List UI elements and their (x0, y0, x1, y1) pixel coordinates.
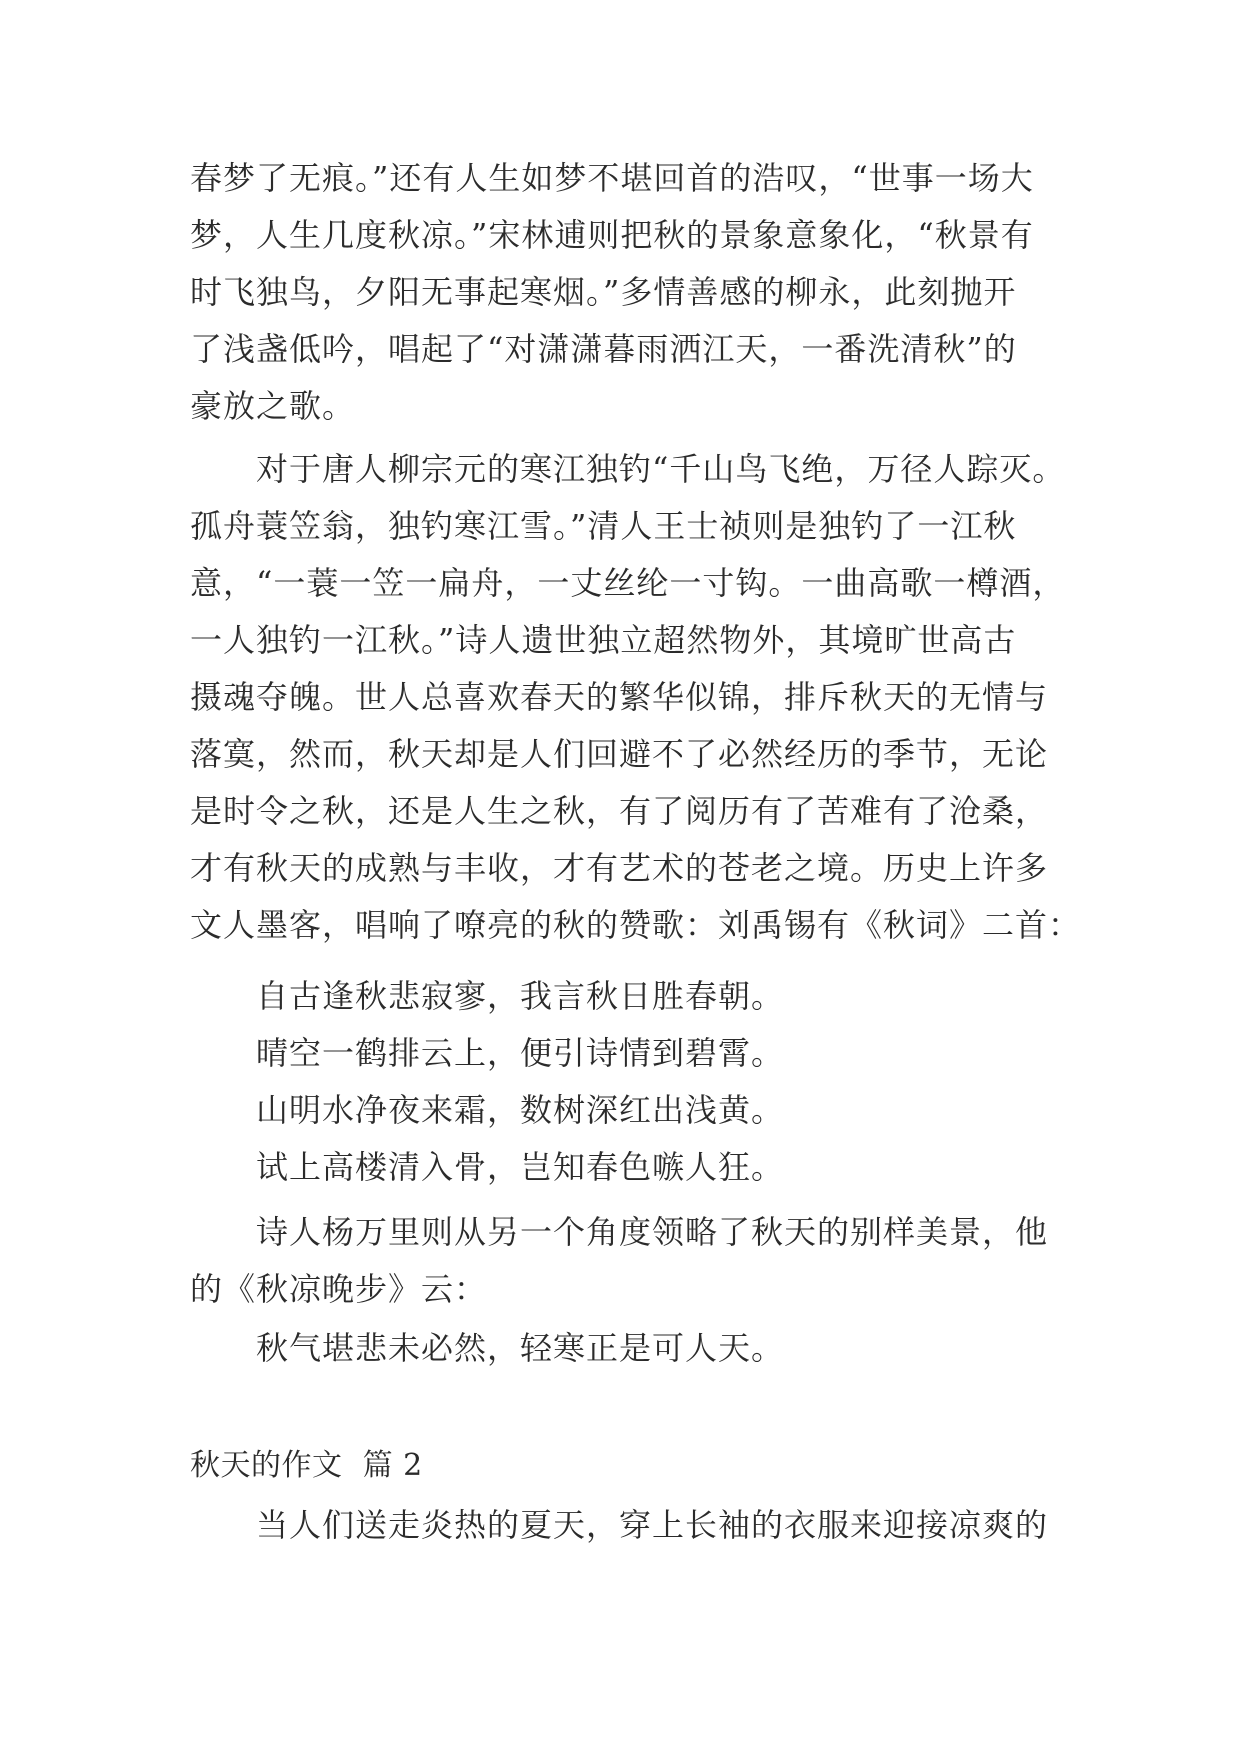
paragraph-line: 当人们送走炎热的夏天，穿上长袖的衣服来迎接凉爽的 (256, 1506, 1049, 1544)
paragraph-line: 一人独钓一江秋。”诗人遗世独立超然物外，其境旷世高古 (190, 621, 1017, 659)
paragraph-1 (190, 150, 1050, 435)
paragraph-line: 才有秋天的成熟与丰收，才有艺术的苍老之境。历史上许多 (190, 849, 1049, 887)
poem-line: 晴空一鹤排云上，便引诗情到碧霄。 (256, 1034, 785, 1072)
poem-autumn-words (190, 968, 1050, 1196)
paragraph-line: 的《秋凉晚步》云： (190, 1270, 488, 1308)
paragraph-3 (190, 1204, 1050, 1318)
paragraph-line: 了浅盏低吟，唱起了“对潇潇暮雨洒江天，一番洗清秋”的 (190, 330, 1017, 368)
paragraph-line: 摄魂夺魄。世人总喜欢春天的繁华似锦，排斥秋天的无情与 (190, 678, 1049, 716)
paragraph-line: 孤舟蓑笠翁，独钓寒江雪。”清人王士祯则是独钓了一江秋 (190, 507, 1017, 545)
poem-line: 山明水净夜来霜，数树深红出浅黄。 (256, 1091, 785, 1129)
section-title: 秋天的作文 篇 2 (190, 1448, 423, 1483)
poem-line: 自古逢秋悲寂寥，我言秋日胜春朝。 (256, 977, 785, 1015)
paragraph-line: 对于唐人柳宗元的寒江独钓“千山鸟飞绝，万径人踪灭。 (256, 450, 1066, 488)
poem-autumn-evening-walk (190, 1320, 1050, 1377)
paragraph-line: 落寞，然而，秋天却是人们回避不了必然经历的季节，无论 (190, 735, 1049, 773)
paragraph-2 (190, 441, 1082, 954)
paragraph-line: 文人墨客，唱响了嘹亮的秋的赞歌：刘禹锡有《秋词》二首： (190, 906, 1082, 944)
paragraph-line: 豪放之歌。 (190, 387, 356, 425)
paragraph-line: 意，“一蓑一笠一扁舟，一丈丝纶一寸钩。一曲高歌一樽酒， (190, 564, 1066, 602)
section-heading (190, 1437, 1050, 1494)
poem-line: 秋气堪悲未必然，轻寒正是可人天。 (256, 1329, 785, 1367)
paragraph-line: 春梦了无痕。”还有人生如梦不堪回首的浩叹，“世事一场大 (190, 159, 1034, 197)
paragraph-line: 时飞独鸟，夕阳无事起寒烟。”多情善感的柳永，此刻抛开 (190, 273, 1017, 311)
paragraph-line: 诗人杨万里则从另一个角度领略了秋天的别样美景，他 (256, 1213, 1049, 1251)
poem-line: 试上高楼清入骨，岂知春色嗾人狂。 (256, 1148, 785, 1186)
paragraph-4 (190, 1497, 1050, 1554)
paragraph-line: 梦，人生几度秋凉。”宋林逋则把秋的景象意象化，“秋景有 (190, 216, 1034, 254)
paragraph-line: 是时令之秋，还是人生之秋，有了阅历有了苦难有了沧桑， (190, 792, 1049, 830)
